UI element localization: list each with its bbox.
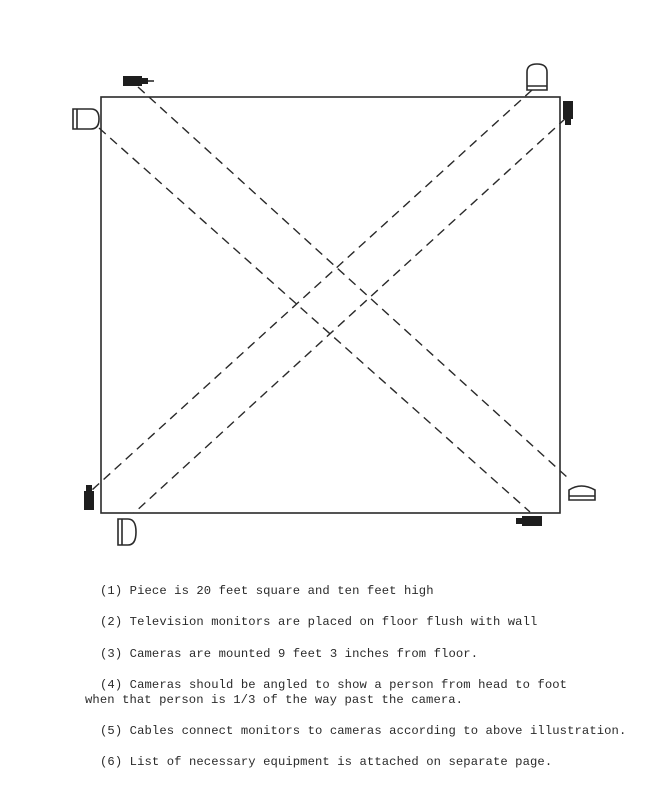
note-item xyxy=(100,584,434,599)
note-item xyxy=(100,615,537,630)
note-item xyxy=(85,678,568,708)
note-text: Piece is 20 feet square and ten feet high xyxy=(129,584,434,598)
camera-icon xyxy=(123,76,154,86)
monitor-icon xyxy=(569,486,595,500)
monitor-icon xyxy=(73,109,99,129)
note-text: Cameras should be angled to show a person from head to foot xyxy=(129,678,568,692)
cable-line xyxy=(138,87,568,478)
note-number: (3) xyxy=(100,647,123,661)
note-number: (5) xyxy=(100,724,123,738)
note-text: Cables connect monitors to cameras according to above illustration. xyxy=(129,724,627,738)
note-number: (1) xyxy=(100,584,123,598)
note-item xyxy=(100,647,478,662)
note-number: (4) xyxy=(100,678,123,692)
note-item xyxy=(100,724,626,739)
note-text: Cameras are mounted 9 feet 3 inches from floor. xyxy=(129,647,479,661)
note-number: (6) xyxy=(100,755,123,769)
note-continuation: when that person is 1/3 of the way past the camera. xyxy=(85,693,464,707)
room-outline xyxy=(101,97,560,513)
camera-icon xyxy=(516,516,542,526)
cable-line xyxy=(99,128,530,512)
note-text: Television monitors are placed on floor flush with wall xyxy=(129,615,538,629)
cable-line xyxy=(134,118,566,513)
monitor-icon xyxy=(118,519,136,545)
cable-line xyxy=(92,90,532,490)
note-number: (2) xyxy=(100,615,123,629)
note-item xyxy=(100,755,552,770)
camera-icon xyxy=(563,101,573,125)
monitor-icon xyxy=(527,64,547,90)
note-text: List of necessary equipment is attached on separate page. xyxy=(129,755,553,769)
cable-lines xyxy=(92,87,568,513)
